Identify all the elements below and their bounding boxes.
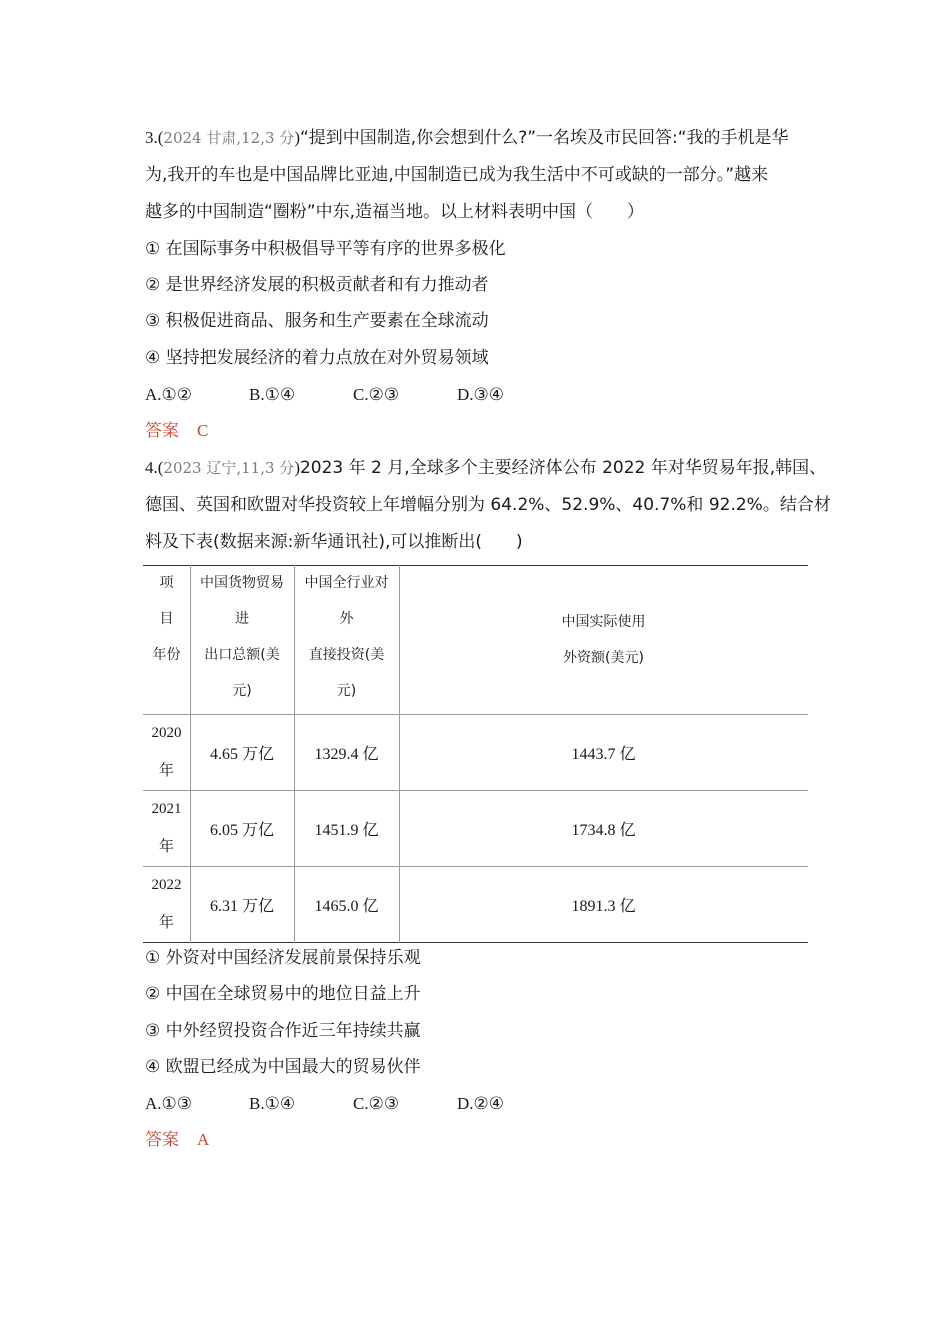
q4-item-4: ④ 欧盟已经成为中国最大的贸易伙伴 — [145, 1057, 421, 1077]
q4-stem-line-3: 料及下表(数据来源:新华通讯社),可以推断出( ) — [145, 532, 523, 552]
table-row-year — [143, 790, 190, 866]
q4-answer — [145, 1130, 209, 1150]
header-outbound-investment-line: 元) — [336, 683, 357, 699]
q4-stem-text-1: 2023 年 2 月,全球多个主要经济体公布 2022 年对华贸易年报,韩国、 — [299, 458, 827, 478]
data-table — [143, 565, 808, 943]
q3-stem-text-1: “提到中国制造,你会想到什么?”一名埃及市民回答:“我的手机是华 — [299, 128, 789, 148]
foreign-capital-cell: 1891.3 亿 — [571, 897, 636, 915]
q4-answer-label: 答案 — [145, 1130, 179, 1150]
q3-item-4: ④ 坚持把发展经济的着力点放在对外贸易领域 — [145, 348, 489, 368]
year-unit: 年 — [158, 915, 174, 931]
year-unit: 年 — [158, 763, 174, 779]
q4-options — [145, 1094, 561, 1114]
trade-total-cell: 4.65 万亿 — [209, 745, 274, 763]
q4-option-a: A.①③ — [145, 1094, 193, 1113]
foreign-capital-cell: 1734.8 亿 — [571, 821, 636, 839]
header-item-year-line: 年份 — [152, 647, 181, 663]
outbound-investment-cell: 1451.9 亿 — [314, 821, 379, 839]
q4-option-c: C.②③ — [353, 1094, 400, 1113]
q4-item-2: ② 中国在全球贸易中的地位日益上升 — [145, 984, 421, 1004]
table-row-year — [143, 714, 190, 790]
q3-stem-line-3: 越多的中国制造“圈粉”中东,造福当地。以上材料表明中国（ ） — [145, 202, 645, 222]
header-item-year-line: 目 — [159, 611, 174, 627]
q3-source-open: ( — [157, 128, 164, 147]
q3-options — [145, 385, 561, 405]
year-value: 2021 — [151, 801, 182, 817]
q3-option-a: A.①② — [145, 385, 193, 404]
q3-item-3: ③ 积极促进商品、服务和生产要素在全球流动 — [145, 311, 489, 331]
q4-option-d: D.②④ — [457, 1094, 505, 1113]
header-trade-total-line: 进 — [235, 611, 249, 627]
outbound-investment-cell: 1465.0 亿 — [314, 897, 379, 915]
table-bottom-rule — [143, 942, 808, 943]
outbound-investment-cell: 1329.4 亿 — [314, 745, 379, 763]
q4-item-1: ① 外资对中国经济发展前景保持乐观 — [145, 948, 421, 968]
q3-stem-line-2: 为,我开的车也是中国品牌比亚迪,中国制造已成为我生活中不可或缺的一部分。”越来 — [145, 165, 769, 185]
q3-number: 3. — [145, 128, 158, 147]
q3-option-c: C.②③ — [353, 385, 400, 404]
q4-source-open: ( — [157, 458, 164, 477]
table-row-year — [143, 866, 190, 942]
q3-option-d: D.③④ — [457, 385, 505, 404]
header-trade-total-line: 中国货物贸易 — [200, 575, 284, 591]
q4-item-3: ③ 中外经贸投资合作近三年持续共赢 — [145, 1021, 421, 1041]
header-item-year — [143, 565, 190, 714]
q4-stem-line-1 — [145, 458, 827, 478]
q3-source-close: ) — [294, 128, 300, 147]
header-foreign-capital-used — [399, 565, 808, 714]
header-outbound-investment-line: 中国全行业对 — [304, 575, 389, 591]
header-trade-total-line: 元) — [232, 683, 252, 699]
q4-number: 4. — [145, 458, 158, 477]
q3-item-1: ① 在国际事务中积极倡导平等有序的世界多极化 — [145, 239, 506, 259]
header-outbound-investment-line: 直接投资(美 — [308, 647, 385, 663]
header-outbound-investment — [294, 565, 399, 714]
q4-option-b: B.①④ — [249, 1094, 296, 1113]
q4-source: 2023 辽宁,11,3 分 — [163, 459, 295, 477]
trade-total-cell: 6.05 万亿 — [209, 821, 274, 839]
header-outbound-investment-line: 外 — [339, 611, 354, 627]
q3-answer — [145, 421, 208, 441]
trade-total-cell: 6.31 万亿 — [209, 897, 274, 915]
q3-answer-label: 答案 — [145, 421, 179, 441]
q3-stem-line-1 — [145, 128, 810, 148]
header-trade-total-line: 出口总额(美 — [204, 647, 280, 663]
year-unit: 年 — [158, 839, 174, 855]
q4-answer-value: A — [197, 1130, 210, 1149]
q4-stem-line-2: 德国、英国和欧盟对华投资较上年增幅分别为 64.2%、52.9%、40.7%和 92.2%。结合材 — [145, 495, 831, 515]
q3-answer-value: C — [197, 421, 209, 440]
header-foreign-capital-line: 外资额(美元) — [563, 649, 644, 666]
q3-option-b: B.①④ — [249, 385, 296, 404]
header-trade-total — [190, 565, 294, 714]
header-item-year-line: 项 — [159, 575, 174, 591]
q3-item-2: ② 是世界经济发展的积极贡献者和有力推动者 — [145, 275, 489, 295]
header-foreign-capital-line: 中国实际使用 — [561, 613, 646, 630]
year-value: 2022 — [151, 877, 182, 893]
foreign-capital-cell: 1443.7 亿 — [571, 745, 636, 763]
q3-source: 2024 甘肃,12,3 分 — [163, 129, 295, 147]
q4-source-close: ) — [294, 458, 300, 477]
year-value: 2020 — [151, 725, 182, 741]
